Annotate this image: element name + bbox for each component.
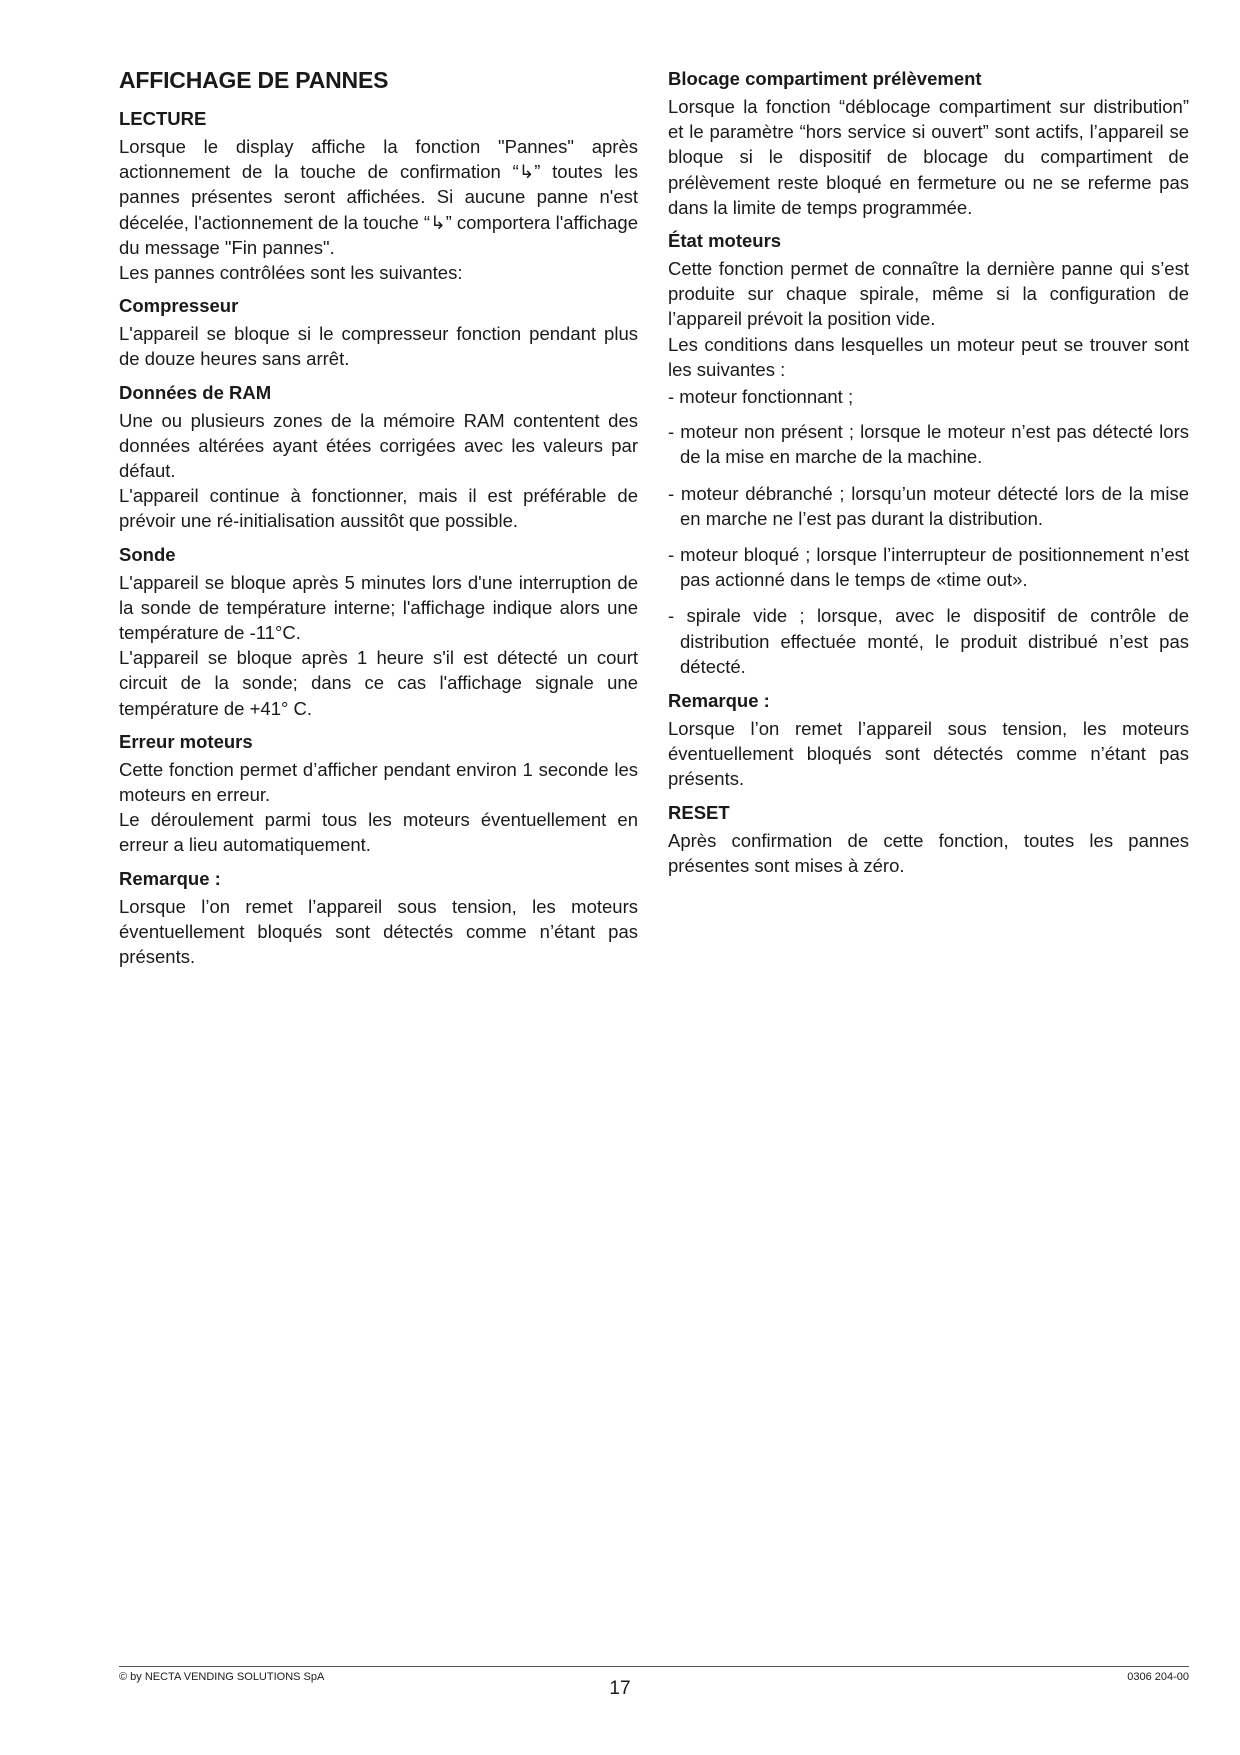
etat-paragraph-1: Cette fonction permet de connaître la dernière panne qui s’est produite sur chaque spirale, même si la configuration de l’appareil prévoit la position vide.: [668, 258, 1189, 330]
page-title: AFFICHAGE DE PANNES: [119, 67, 389, 93]
sonde-paragraph-2: L'appareil se bloque après 1 heure s'il est détecté un court circuit de la sonde; dans ce cas l'affichage signale une température de +41° C.: [119, 647, 638, 719]
lecture-paragraph-2: Les pannes contrôlées sont les suivantes:: [119, 262, 463, 284]
heading-ram: Données de RAM: [119, 381, 272, 403]
heading-lecture: LECTURE: [119, 108, 207, 129]
heading-erreur-moteurs: Erreur moteurs: [119, 730, 253, 752]
compresseur-paragraph: L'appareil se bloque si le compresseur fonction pendant plus de douze heures sans arrêt.: [119, 323, 638, 370]
etat-paragraph-2: Les conditions dans lesquelles un moteur peut se trouver sont les suivantes :: [668, 333, 1189, 380]
ram-paragraph-1: Une ou plusieurs zones de la mémoire RAM contentent des données altérées ayant étées corrigées avec les valeurs par défaut.: [119, 409, 638, 482]
heading-remarque-right: Remarque :: [668, 690, 770, 712]
list-item: - spirale vide ; lorsque, avec le dispositif de contrôle de distribution effectuée monté, le produit distribué n’est pas détecté.: [668, 605, 1189, 677]
heading-remarque-left: Remarque :: [119, 867, 221, 889]
remarque-left-paragraph: Lorsque l’on remet l’appareil sous tension, les moteurs éventuellement bloqués sont détectés comme n’étant pas présents.: [119, 895, 638, 968]
motor-state-list: [668, 384, 1189, 679]
footer-divider: [119, 1666, 1189, 1667]
lecture-paragraph-1: Lorsque le display affiche la fonction "Pannes" après actionnement de la touche de confirmation “↳” toutes les pannes présentes seront affichées. Si aucune panne n'est décelée, l'actionnement de la touche “↳” comportera l'affichage du message "Fin pannes".: [119, 136, 638, 258]
footer-copyright: © by NECTA VENDING SOLUTIONS SpA: [119, 1671, 325, 1683]
left-column: [119, 66, 638, 969]
heading-compresseur: Compresseur: [119, 295, 239, 317]
list-item: - moteur bloqué ; lorsque l’interrupteur de positionnement n’est pas actionné dans le temps de «time out».: [668, 544, 1189, 591]
heading-etat-moteurs: État moteurs: [668, 230, 782, 252]
list-item: - moteur non présent ; lorsque le moteur n’est pas détecté lors de la mise en marche de la machine.: [668, 421, 1189, 468]
sonde-paragraph-1: L'appareil se bloque après 5 minutes lors d'une interruption de la sonde de température interne; l'affichage indique alors une température de -11°C.: [119, 571, 638, 644]
heading-sonde: Sonde: [119, 543, 176, 565]
list-item: - moteur débranché ; lorsqu’un moteur détecté lors de la mise en marche ne l’est pas durant la distribution.: [668, 482, 1189, 529]
blocage-paragraph: Lorsque la fonction “déblocage compartiment sur distribution” et le paramètre “hors service si ouvert” sont actifs, l’appareil se bloque si le dispositif de blocage du compartiment de prélèvement reste bloqué en fermeture ou ne se referme pas dans la limite de temps programmée.: [668, 96, 1189, 218]
right-column: [668, 66, 1189, 878]
erreur-paragraph-2: Le déroulement parmi tous les moteurs éventuellement en erreur a lieu automatiquement.: [119, 809, 638, 856]
reset-paragraph: Après confirmation de cette fonction, toutes les pannes présentes sont mises à zéro.: [668, 829, 1189, 876]
heading-blocage: Blocage compartiment prélèvement: [668, 68, 982, 89]
erreur-paragraph-1: Cette fonction permet d’afficher pendant environ 1 seconde les moteurs en erreur.: [119, 758, 638, 806]
ram-paragraph-2: L'appareil continue à fonctionner, mais il est préférable de prévoir une ré-initialisation aussitôt que possible.: [119, 485, 638, 532]
page-number: 17: [609, 1678, 631, 1699]
heading-reset: RESET: [668, 801, 730, 823]
document-code: 0306 204-00: [1127, 1671, 1189, 1683]
list-item: - moteur fonctionnant ;: [668, 386, 854, 408]
remarque-right-paragraph: Lorsque l’on remet l’appareil sous tension, les moteurs éventuellement bloqués sont détectés comme n’étant pas présents.: [668, 718, 1189, 790]
